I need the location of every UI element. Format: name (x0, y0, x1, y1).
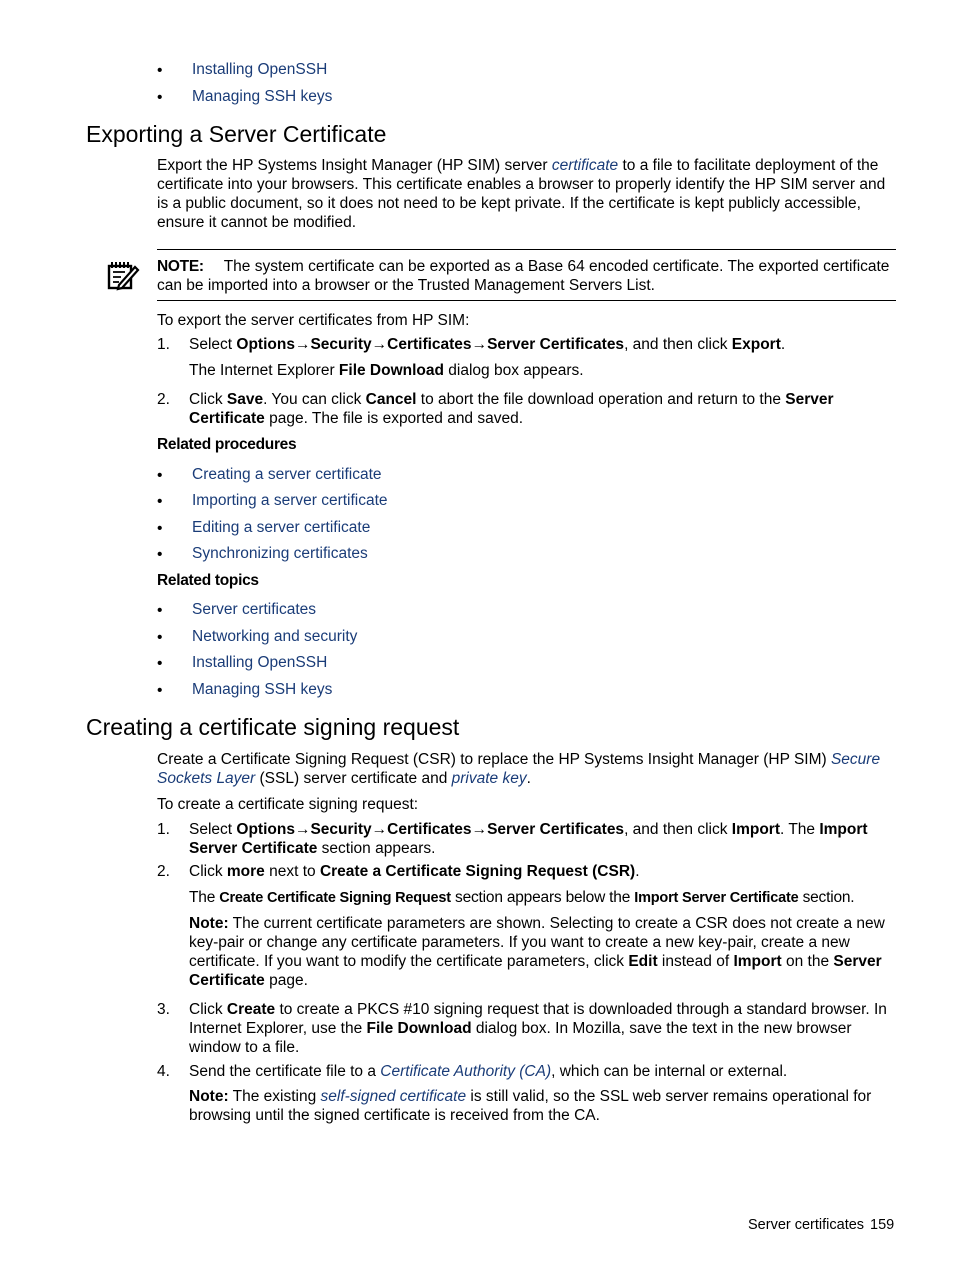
note-label: NOTE: (157, 258, 204, 275)
bullet-dot: • (157, 467, 163, 484)
link-certificate-authority[interactable]: Certificate Authority (CA) (380, 1063, 552, 1080)
section1-step1: Select Options→Security→Certificates→Server Certificates, and then click Export. (189, 336, 786, 353)
bullet-dot: • (157, 602, 163, 619)
step-number: 2. (157, 863, 170, 880)
section2-step2-note: Note: The current certificate parameters are shown. Selecting to create a CSR does not create a new key-pair or change any certificate parameters. If you want to create a new key-pair, create a new certificate. If you want to modify the certificate parameters, click Edit instead of Import on the Server Certificate page. (189, 915, 885, 989)
step-number: 1. (157, 821, 170, 838)
footer-section-title: Server certificates (748, 1217, 865, 1233)
note-pencil-icon (106, 258, 140, 292)
step-number: 2. (157, 391, 170, 408)
section2-step2: Click more next to Create a Certificate Signing Request (CSR). (189, 863, 640, 880)
note-bottom-rule (157, 300, 896, 301)
heading-creating-csr: Creating a certificate signing request (86, 714, 460, 740)
note-text: The system certificate can be exported as a Base 64 encoded certificate. The exported certificate can be imported into a browser or the Trusted Management Servers List. (157, 258, 890, 294)
link-editing-server-certificate[interactable]: Editing a server certificate (192, 519, 371, 536)
step-number: 3. (157, 1001, 170, 1018)
step-number: 1. (157, 336, 170, 353)
bullet-dot: • (157, 62, 163, 79)
link-managing-ssh-keys[interactable]: Managing SSH keys (192, 681, 333, 698)
link-synchronizing-certificates[interactable]: Synchronizing certificates (192, 545, 368, 562)
link-networking-and-security[interactable]: Networking and security (192, 628, 358, 645)
link-installing-openssh[interactable]: Installing OpenSSH (192, 654, 328, 671)
link-certificate[interactable]: certificate (551, 157, 619, 174)
link-self-signed-certificate[interactable]: self-signed certificate (320, 1088, 467, 1105)
note-top-rule (157, 249, 896, 250)
section1-step2: Click Save. You can click Cancel to abort the file download operation and return to the Server Certificate page. The file is exported and saved. (189, 391, 834, 427)
heading-exporting-server-certificate: Exporting a Server Certificate (86, 121, 387, 147)
link-installing-openssh[interactable]: Installing OpenSSH (192, 61, 328, 78)
section2-intro: Create a Certificate Signing Request (CSR) to replace the HP Systems Insight Manager (HP SIM) Secure Sockets Layer (SSL) server certificate and private key. (157, 751, 881, 787)
section2-step4-note: Note: The existing self-signed certificate is still valid, so the SSL web server remains operational for browsing until the signed certificate is received from the CA. (189, 1088, 872, 1124)
link-managing-ssh-keys[interactable]: Managing SSH keys (192, 88, 333, 105)
link-secure-sockets-layer[interactable]: Secure Sockets Layer (157, 751, 881, 787)
section2-step2-result: The Create Certificate Signing Request section appears below the Import Server Certificate section. (189, 889, 855, 906)
bullet-dot: • (157, 629, 163, 646)
bullet-dot: • (157, 655, 163, 672)
bullet-dot: • (157, 493, 163, 510)
link-creating-server-certificate[interactable]: Creating a server certificate (192, 466, 382, 483)
bullet-dot: • (157, 89, 163, 106)
link-importing-server-certificate[interactable]: Importing a server certificate (192, 492, 388, 509)
bullet-dot: • (157, 546, 163, 563)
section1-intro: Export the HP Systems Insight Manager (HP SIM) server certificate to a file to facilitate deployment of the certificate into your browsers. This certificate enables a browser to properly identify the HP SIM server and is a public document, so it does not need to be kept private. If the certificate is kept publicly accessible, ensure it cannot be modified. (157, 157, 886, 231)
related-procedures-heading: Related procedures (157, 436, 297, 453)
note-content (157, 257, 892, 295)
section1-step1-result: The Internet Explorer File Download dialog box appears. (189, 362, 584, 379)
section2-step3: Click Create to create a PKCS #10 signing request that is downloaded through a standard browser. In Internet Explorer, use the File Download dialog box. In Mozilla, save the text in the new browser window to a file. (189, 1001, 887, 1056)
link-private-key[interactable]: private key (451, 770, 527, 787)
step-number: 4. (157, 1063, 170, 1080)
section2-step1: Select Options→Security→Certificates→Server Certificates, and then click Import. The Import Server Certificate section appears. (189, 821, 868, 857)
section2-lead: To create a certificate signing request: (157, 796, 419, 813)
related-topics-heading: Related topics (157, 572, 259, 589)
section1-lead: To export the server certificates from HP SIM: (157, 312, 470, 329)
section2-step4: Send the certificate file to a Certificate Authority (CA), which can be internal or external. (189, 1063, 788, 1080)
footer-page-number: 159 (870, 1217, 895, 1233)
bullet-dot: • (157, 520, 163, 537)
bullet-dot: • (157, 682, 163, 699)
link-server-certificates[interactable]: Server certificates (192, 601, 317, 618)
